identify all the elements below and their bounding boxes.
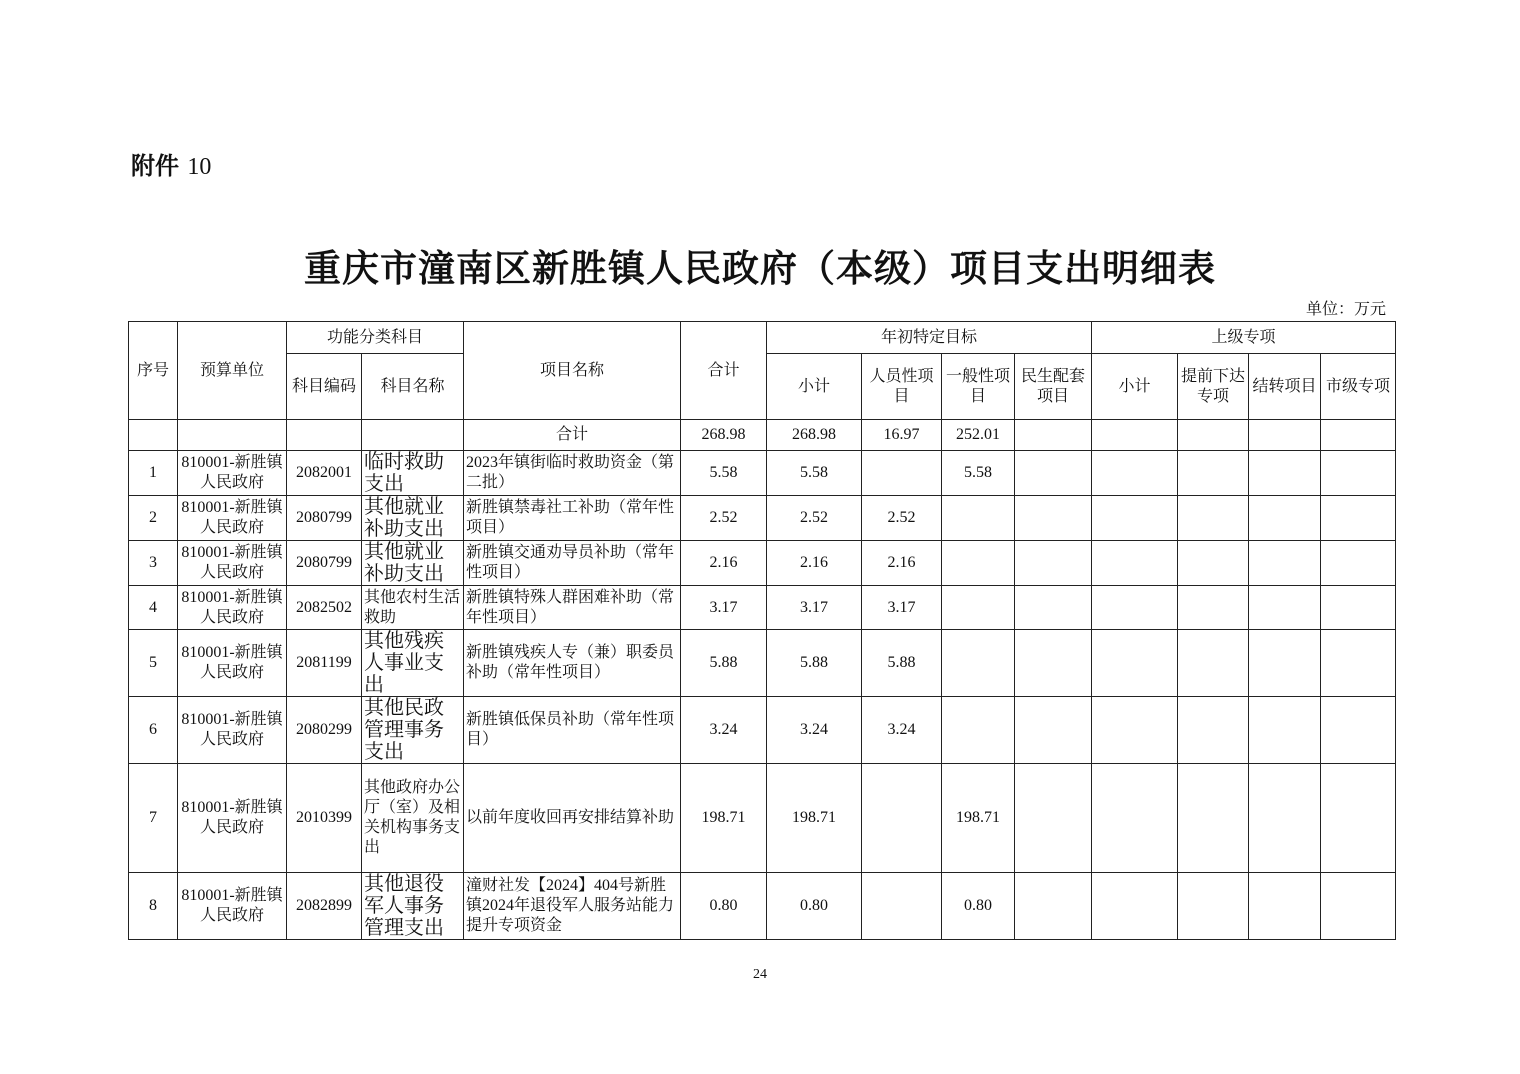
row-code: 2080299 [287,697,362,764]
row-unit: 810001-新胜镇人民政府 [178,496,287,541]
row-target-subtotal: 198.71 [767,764,862,873]
attachment-text: 附件 [131,152,179,180]
row-target-general [942,496,1015,541]
table-row [129,451,1396,496]
row-unit: 810001-新胜镇人民政府 [178,541,287,586]
empty-cell [1092,630,1178,697]
row-target-general [942,586,1015,630]
row-target-subtotal: 0.80 [767,873,862,940]
row-subject-name: 临时救助支出 [362,451,464,496]
empty-cell [1092,586,1178,630]
row-target-subtotal: 5.88 [767,630,862,697]
row-target-general: 0.80 [942,873,1015,940]
header-subject-name: 科目名称 [362,354,464,420]
row-subject-name: 其他民政管理事务支出 [362,697,464,764]
row-target-personnel: 3.24 [862,697,942,764]
row-target-personnel [862,873,942,940]
row-seq: 2 [129,496,178,541]
header-total: 合计 [681,322,767,420]
empty-cell [1178,586,1249,630]
row-target-subtotal: 5.58 [767,451,862,496]
row-unit: 810001-新胜镇人民政府 [178,630,287,697]
empty-cell [1321,496,1396,541]
empty-cell [1015,496,1092,541]
row-total: 2.52 [681,496,767,541]
header-target-subtotal: 小计 [767,354,862,420]
attachment-number: 10 [187,154,212,180]
page-title: 重庆市潼南区新胜镇人民政府（本级）项目支出明细表 [304,247,1216,290]
attachment-label [131,146,211,181]
row-total: 0.80 [681,873,767,940]
header-target-personnel: 人员性项目 [862,354,942,420]
row-unit: 810001-新胜镇人民政府 [178,764,287,873]
row-project-name: 新胜镇交通劝导员补助（常年性项目） [464,541,681,586]
header-upper-advance: 提前下达专项 [1178,354,1249,420]
empty-cell [1249,873,1321,940]
row-subject-name: 其他就业补助支出 [362,541,464,586]
header-func-group: 功能分类科目 [287,322,464,354]
row-target-general [942,697,1015,764]
row-target-general [942,541,1015,586]
total-amount: 268.98 [681,420,767,451]
row-unit: 810001-新胜镇人民政府 [178,451,287,496]
row-target-personnel [862,764,942,873]
empty-cell [1015,586,1092,630]
row-project-name: 新胜镇低保员补助（常年性项目） [464,697,681,764]
header-unit: 预算单位 [178,322,287,420]
row-subject-name: 其他退役军人事务管理支出 [362,873,464,940]
row-project-name: 以前年度收回再安排结算补助 [464,764,681,873]
row-project-name: 新胜镇禁毒社工补助（常年性项目） [464,496,681,541]
row-seq: 4 [129,586,178,630]
row-target-subtotal: 3.17 [767,586,862,630]
empty-cell [1178,873,1249,940]
row-target-personnel [862,451,942,496]
row-unit: 810001-新胜镇人民政府 [178,873,287,940]
row-target-personnel: 2.52 [862,496,942,541]
row-project-name: 新胜镇残疾人专（兼）职委员补助（常年性项目） [464,630,681,697]
total-target-subtotal: 268.98 [767,420,862,451]
empty-cell [1015,873,1092,940]
row-seq: 5 [129,630,178,697]
empty-cell [1092,451,1178,496]
empty-cell [1249,451,1321,496]
empty-cell [1249,541,1321,586]
row-target-personnel: 2.16 [862,541,942,586]
empty-cell [1015,541,1092,586]
row-code: 2080799 [287,541,362,586]
row-total: 5.58 [681,451,767,496]
empty-cell [1178,764,1249,873]
empty-cell [1178,541,1249,586]
row-project-name: 2023年镇街临时救助资金（第二批） [464,451,681,496]
total-row [129,420,1396,451]
table-row [129,873,1396,940]
empty-cell [1178,496,1249,541]
row-target-general: 5.58 [942,451,1015,496]
header-target-group: 年初特定目标 [767,322,1092,354]
row-code: 2082502 [287,586,362,630]
empty-cell [1092,496,1178,541]
total-target-personnel: 16.97 [862,420,942,451]
empty-cell [1178,630,1249,697]
empty-cell [1015,630,1092,697]
header-target-general: 一般性项目 [942,354,1015,420]
row-target-personnel: 3.17 [862,586,942,630]
row-code: 2082001 [287,451,362,496]
empty-cell [1249,630,1321,697]
table-row [129,697,1396,764]
row-seq: 6 [129,697,178,764]
empty-cell [1092,873,1178,940]
row-seq: 7 [129,764,178,873]
total-label: 合计 [464,420,681,451]
row-target-personnel: 5.88 [862,630,942,697]
table-row [129,764,1396,873]
row-seq: 3 [129,541,178,586]
row-code: 2081199 [287,630,362,697]
header-upper-carry: 结转项目 [1249,354,1321,420]
empty-cell [1321,630,1396,697]
row-total: 3.17 [681,586,767,630]
empty-cell [1015,764,1092,873]
header-subject-code: 科目编码 [287,354,362,420]
table-row [129,541,1396,586]
empty-cell [1321,764,1396,873]
row-subject-name: 其他残疾人事业支出 [362,630,464,697]
empty-cell [1249,697,1321,764]
row-seq: 1 [129,451,178,496]
row-seq: 8 [129,873,178,940]
row-target-general [942,630,1015,697]
empty-cell [1321,451,1396,496]
total-target-general: 252.01 [942,420,1015,451]
row-unit: 810001-新胜镇人民政府 [178,697,287,764]
row-unit: 810001-新胜镇人民政府 [178,586,287,630]
row-code: 2080799 [287,496,362,541]
row-code: 2010399 [287,764,362,873]
empty-cell [1249,764,1321,873]
empty-cell [1321,541,1396,586]
empty-cell [1092,697,1178,764]
empty-cell [1321,697,1396,764]
row-target-subtotal: 2.16 [767,541,862,586]
header-project-name: 项目名称 [464,322,681,420]
empty-cell [1321,586,1396,630]
row-total: 2.16 [681,541,767,586]
expenditure-table [128,321,1396,940]
unit-label: 单位：万元 [1305,301,1386,318]
empty-cell [1015,451,1092,496]
header-upper-subtotal: 小计 [1092,354,1178,420]
table-row [129,586,1396,630]
row-total: 198.71 [681,764,767,873]
row-code: 2082899 [287,873,362,940]
empty-cell [1178,697,1249,764]
empty-cell [1178,451,1249,496]
row-target-subtotal: 3.24 [767,697,862,764]
empty-cell [1249,586,1321,630]
empty-cell [1321,873,1396,940]
row-project-name: 潼财社发【2024】404号新胜镇2024年退役军人服务站能力提升专项资金 [464,873,681,940]
empty-cell [1092,541,1178,586]
row-subject-name: 其他政府办公厅（室）及相关机构事务支出 [362,764,464,873]
empty-cell [1249,496,1321,541]
header-seq: 序号 [129,322,178,420]
row-total: 5.88 [681,630,767,697]
row-total: 3.24 [681,697,767,764]
header-upper-city: 市级专项 [1321,354,1396,420]
row-target-general: 198.71 [942,764,1015,873]
row-project-name: 新胜镇特殊人群困难补助（常年性项目） [464,586,681,630]
row-target-subtotal: 2.52 [767,496,862,541]
header-target-livelihood: 民生配套项目 [1015,354,1092,420]
header-upper-group: 上级专项 [1092,322,1396,354]
data-rows [129,451,1396,940]
empty-cell [1092,764,1178,873]
table-row [129,496,1396,541]
row-subject-name: 其他就业补助支出 [362,496,464,541]
row-subject-name: 其他农村生活救助 [362,586,464,630]
empty-cell [1015,697,1092,764]
table-row [129,630,1396,697]
page-number: 24 [753,967,767,982]
